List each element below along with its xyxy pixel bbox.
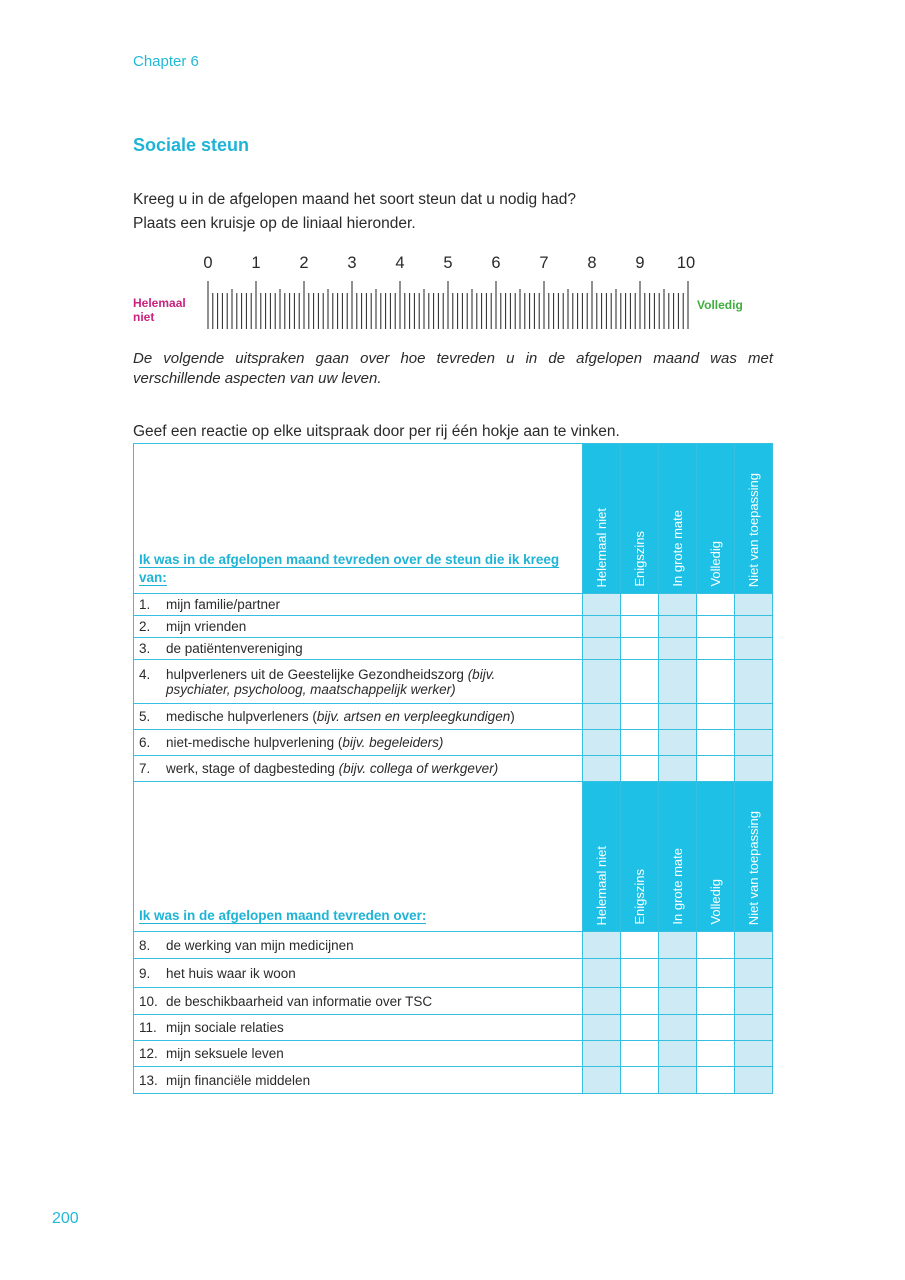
table-row: [134, 1067, 773, 1094]
checkbox-cell[interactable]: [697, 1041, 735, 1067]
item-label: [134, 1067, 583, 1094]
item-label: [134, 730, 583, 756]
checkbox-cell[interactable]: [735, 932, 773, 959]
table-row: [134, 1015, 773, 1041]
column-header-helemaal-niet: [583, 444, 621, 594]
instruction-text: De volgende uitspraken gaan over hoe tevreden u in de afgelopen maand was met verschillende aspecten van uw leven.: [133, 350, 773, 387]
checkbox-cell[interactable]: [659, 1067, 697, 1094]
column-header-in-grote-mate: [659, 444, 697, 594]
checkbox-cell[interactable]: [583, 756, 621, 782]
ruler-number: 9: [635, 254, 645, 272]
item-label: [134, 594, 583, 616]
table-row: [134, 594, 773, 616]
item-text-italic-line2: psychiater, psycholoog, maatschappelijk werker): [166, 681, 456, 697]
table-row: [134, 660, 773, 704]
table-row: [134, 730, 773, 756]
checkbox-cell[interactable]: [621, 1041, 659, 1067]
item-label: [134, 660, 583, 704]
checkbox-cell[interactable]: [735, 1041, 773, 1067]
ruler-number: 0: [203, 254, 213, 272]
column-label: Niet van toepassing: [746, 472, 761, 587]
item-text: het huis waar ik woon: [166, 965, 296, 981]
item-number: 12.: [139, 1046, 158, 1061]
item-number: 13.: [139, 1072, 158, 1088]
column-header-niet-van-toepassing: [735, 444, 773, 594]
checkbox-cell[interactable]: [735, 1067, 773, 1094]
checkbox-cell[interactable]: [735, 1015, 773, 1041]
ruler-scale[interactable]: [200, 280, 700, 332]
column-label: Helemaal niet: [594, 845, 609, 925]
item-label: [134, 932, 583, 959]
item-number: 1.: [139, 597, 151, 612]
checkbox-cell[interactable]: [697, 756, 735, 782]
item-text: medische hulpverleners (: [166, 709, 317, 724]
item-text-suffix: ): [510, 709, 515, 724]
item-label: [134, 616, 583, 638]
item-label: [134, 1041, 583, 1067]
checkbox-cell[interactable]: [621, 959, 659, 988]
table-row: [134, 756, 773, 782]
checkbox-cell[interactable]: [735, 594, 773, 616]
checkbox-cell[interactable]: [621, 730, 659, 756]
ruler-left-label-line1: Helemaal: [133, 296, 186, 310]
column-header-enigszins: [621, 444, 659, 594]
checkbox-cell[interactable]: [697, 1067, 735, 1094]
checkbox-cell[interactable]: [583, 638, 621, 660]
ruler-left-label-line2: niet: [133, 310, 155, 324]
checkbox-cell[interactable]: [735, 959, 773, 988]
item-text-italic: bijv. artsen en verpleegkundigen: [316, 709, 511, 724]
item-number: 5.: [139, 709, 151, 724]
item-text-italic: (bijv. collega of werkgever): [338, 761, 499, 776]
ruler-numbers: [0, 254, 905, 276]
item-number: 10.: [139, 993, 158, 1009]
item-text: de beschikbaarheid van informatie over TSC: [166, 993, 433, 1009]
checkbox-cell[interactable]: [659, 1041, 697, 1067]
item-text: mijn financiële middelen: [166, 1072, 311, 1088]
checkbox-cell[interactable]: [583, 594, 621, 616]
item-label: [134, 959, 583, 988]
item-number: 9.: [139, 965, 151, 981]
checkbox-cell[interactable]: [583, 704, 621, 730]
item-text: mijn familie/partner: [166, 597, 281, 612]
ruler-number: 10: [676, 254, 696, 272]
ruler-number: 4: [395, 254, 405, 272]
item-text: hulpverleners uit de Geestelijke Gezondheidszorg: [166, 666, 468, 682]
checkbox-cell[interactable]: [697, 704, 735, 730]
item-text: de werking van mijn medicijnen: [166, 937, 354, 953]
ruler-number: 3: [347, 254, 357, 272]
table-row: [134, 959, 773, 988]
checkbox-cell[interactable]: [659, 756, 697, 782]
checkbox-cell[interactable]: [735, 638, 773, 660]
column-label: In grote mate: [670, 848, 685, 925]
question-line-2: Plaats een kruisje op de liniaal hieronder.: [133, 215, 416, 232]
question-line-1: Kreeg u in de afgelopen maand het soort steun dat u nodig had?: [133, 191, 576, 208]
checkbox-cell[interactable]: [735, 730, 773, 756]
question-text: [133, 188, 576, 236]
table-row: [134, 932, 773, 959]
checkbox-cell[interactable]: [621, 756, 659, 782]
checkbox-cell[interactable]: [697, 959, 735, 988]
item-number: 11.: [139, 1020, 157, 1035]
checkbox-cell[interactable]: [659, 932, 697, 959]
column-header-helemaal-niet: [583, 782, 621, 932]
table-header-text: Ik was in de afgelopen maand tevreden over de steun die ik kreeg van:: [139, 552, 560, 585]
item-label: [134, 704, 583, 730]
checkbox-cell[interactable]: [697, 638, 735, 660]
ruler-number: 8: [587, 254, 597, 272]
instruction-text-2: Geef een reactie op elke uitspraak door per rij één hokje aan te vinken.: [133, 423, 620, 440]
column-label: Enigszins: [632, 869, 647, 925]
ruler-number: 5: [443, 254, 453, 272]
column-header-niet-van-toepassing: [735, 782, 773, 932]
checkbox-cell[interactable]: [621, 1067, 659, 1094]
item-number: 2.: [139, 619, 151, 634]
checkbox-cell[interactable]: [583, 660, 621, 704]
checkbox-cell[interactable]: [621, 932, 659, 959]
table-row: [134, 988, 773, 1015]
checkbox-cell[interactable]: [583, 959, 621, 988]
checkbox-cell[interactable]: [583, 616, 621, 638]
item-text: werk, stage of dagbesteding: [166, 761, 339, 776]
ruler-number: 6: [491, 254, 501, 272]
column-label: Helemaal niet: [594, 507, 609, 587]
column-header-enigszins: [621, 782, 659, 932]
column-label: Niet van toepassing: [746, 810, 761, 925]
checkbox-cell[interactable]: [697, 988, 735, 1015]
checkbox-cell[interactable]: [697, 1015, 735, 1041]
column-label: In grote mate: [670, 510, 685, 587]
checkbox-cell[interactable]: [659, 730, 697, 756]
checkbox-cell[interactable]: [697, 730, 735, 756]
checkbox-cell[interactable]: [735, 988, 773, 1015]
item-text: de patiëntenvereniging: [166, 641, 303, 656]
checkbox-cell[interactable]: [697, 616, 735, 638]
item-label: [134, 1015, 583, 1041]
checkbox-cell[interactable]: [621, 660, 659, 704]
checkbox-cell[interactable]: [735, 616, 773, 638]
checkbox-cell[interactable]: [621, 594, 659, 616]
section-title: Sociale steun: [133, 135, 250, 155]
item-text: mijn sociale relaties: [166, 1020, 284, 1035]
checkbox-cell[interactable]: [583, 730, 621, 756]
checkbox-cell[interactable]: [659, 959, 697, 988]
item-text-italic: bijv. begeleiders): [342, 735, 444, 750]
column-header-volledig: [697, 782, 735, 932]
column-header-in-grote-mate: [659, 782, 697, 932]
checkbox-cell[interactable]: [583, 932, 621, 959]
table-row: [134, 616, 773, 638]
table-row: [134, 638, 773, 660]
ruler-right-label: Volledig: [697, 298, 743, 312]
checkbox-cell[interactable]: [659, 638, 697, 660]
item-text-italic: (bijv.: [467, 666, 496, 682]
item-number: 7.: [139, 761, 151, 776]
checkbox-cell[interactable]: [583, 1067, 621, 1094]
item-text: niet-medische hulpverlening (: [166, 735, 343, 750]
checkbox-cell[interactable]: [697, 594, 735, 616]
ruler-left-label: [133, 296, 186, 324]
column-label: Volledig: [708, 541, 723, 587]
satisfaction-table-life: [133, 781, 773, 1094]
page-number: 200: [52, 1210, 79, 1227]
table-header-question: [134, 444, 583, 594]
checkbox-cell[interactable]: [659, 704, 697, 730]
checkbox-cell[interactable]: [735, 660, 773, 704]
checkbox-cell[interactable]: [735, 756, 773, 782]
checkbox-cell[interactable]: [659, 616, 697, 638]
checkbox-cell[interactable]: [621, 988, 659, 1015]
item-number: 4.: [139, 666, 151, 682]
checkbox-cell[interactable]: [621, 638, 659, 660]
table-header-row: [134, 444, 773, 594]
table-row: [134, 704, 773, 730]
item-number: 8.: [139, 937, 151, 953]
checkbox-cell[interactable]: [583, 1041, 621, 1067]
table-header-row: [134, 782, 773, 932]
chapter-label: Chapter 6: [133, 53, 199, 70]
checkbox-cell[interactable]: [659, 1015, 697, 1041]
checkbox-cell[interactable]: [659, 988, 697, 1015]
table-header-text: Ik was in de afgelopen maand tevreden over:: [139, 908, 427, 923]
checkbox-cell[interactable]: [697, 932, 735, 959]
table-header-question: [134, 782, 583, 932]
item-text: mijn vrienden: [166, 619, 247, 634]
checkbox-cell[interactable]: [659, 660, 697, 704]
ruler-number: 2: [299, 254, 309, 272]
ruler-number: 7: [539, 254, 549, 272]
column-label: Volledig: [708, 879, 723, 925]
ruler-number: 1: [251, 254, 261, 272]
item-number: 3.: [139, 641, 151, 656]
column-label: Enigszins: [632, 531, 647, 587]
checkbox-cell[interactable]: [621, 1015, 659, 1041]
checkbox-cell[interactable]: [583, 1015, 621, 1041]
column-header-volledig: [697, 444, 735, 594]
item-label: [134, 638, 583, 660]
checkbox-cell[interactable]: [697, 660, 735, 704]
checkbox-cell[interactable]: [621, 704, 659, 730]
item-label: [134, 756, 583, 782]
checkbox-cell[interactable]: [659, 594, 697, 616]
item-text: mijn seksuele leven: [166, 1046, 284, 1061]
table-row: [134, 1041, 773, 1067]
checkbox-cell[interactable]: [583, 988, 621, 1015]
checkbox-cell[interactable]: [621, 616, 659, 638]
item-number: 6.: [139, 735, 151, 750]
satisfaction-table-support: [133, 443, 773, 782]
checkbox-cell[interactable]: [735, 704, 773, 730]
item-label: [134, 988, 583, 1015]
